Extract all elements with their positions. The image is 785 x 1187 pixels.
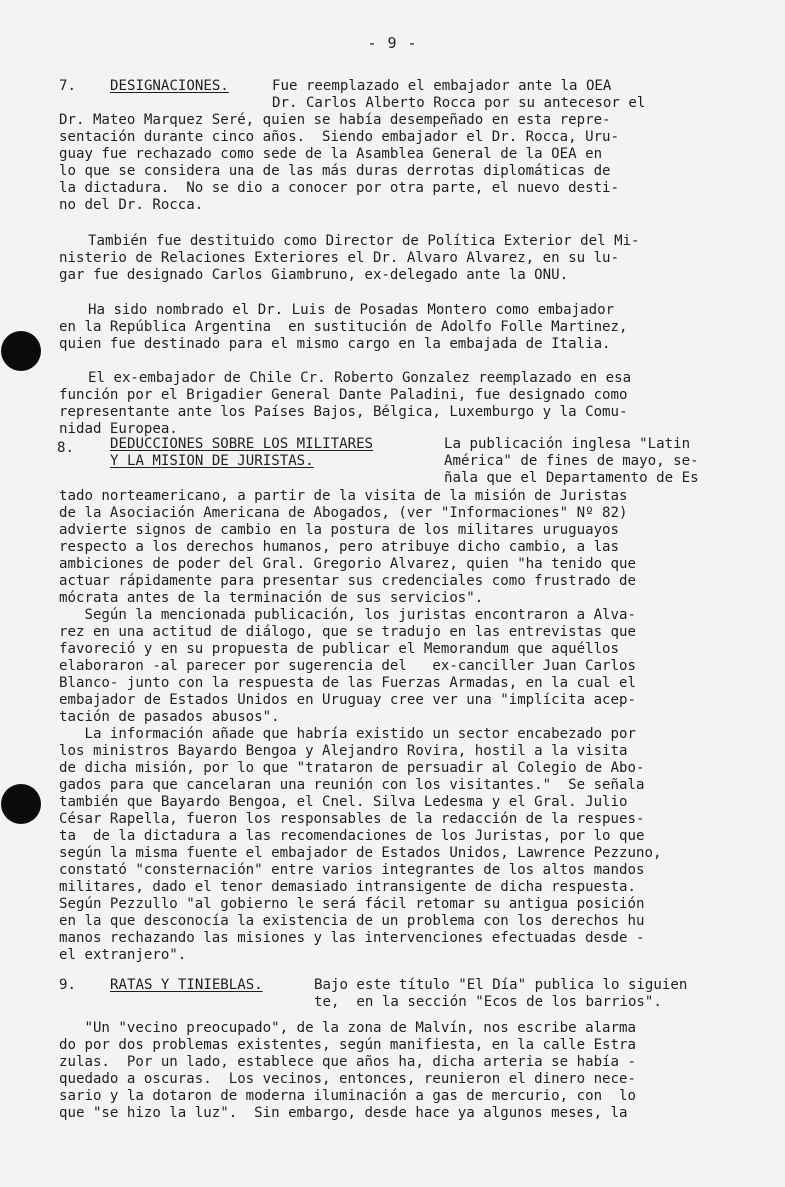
section-8-line: elaboraron -al parecer por sugerencia del ex-canciller Juan Carlos — [59, 658, 636, 674]
section-8-line: La información añade que habría existido un sector encabezado por — [59, 726, 636, 742]
section-8-side-line: América" de fines de mayo, se- — [444, 453, 699, 469]
paragraph-line: quien fue destinado para el mismo cargo en la embajada de Italia. — [59, 336, 611, 352]
paragraph-line: nisterio de Relaciones Exteriores el Dr. Alvaro Alvarez, en su lu- — [59, 250, 620, 266]
punch-hole — [1, 331, 41, 371]
section-7-line: sentación durante cinco años. Siendo embajador el Dr. Rocca, Uru- — [59, 129, 620, 145]
section-8-line: tado norteamericano, a partir de la visita de la misión de Juristas — [59, 488, 628, 504]
section-8-line: advierte signos de cambio en la postura de los militares uruguayos — [59, 522, 620, 538]
section-8-line: César Rapella, fueron los responsables de la redacción de la respues- — [59, 811, 645, 827]
paragraph-line: El ex-embajador de Chile Cr. Roberto Gonzalez reemplazado en esa — [88, 370, 632, 386]
section-8-line: favoreció y en su propuesta de publicar el Memorandum que aquéllos — [59, 641, 620, 657]
section-9-title: RATAS Y TINIEBLAS. — [110, 977, 263, 993]
section-8-line: también que Bayardo Bengoa, el Cnel. Silva Ledesma y el Gral. Julio — [59, 794, 628, 810]
paragraph-line: en la República Argentina en sustitución de Adolfo Folle Martinez, — [59, 319, 628, 335]
section-9-head-line: te, en la sección "Ecos de los barrios". — [314, 994, 662, 1010]
section-8-line: constató "consternación" entre varios integrantes de los altos mandos — [59, 862, 645, 878]
section-7-line: Fue reemplazado el embajador ante la OEA — [272, 78, 612, 94]
section-8-title: Y LA MISION DE JURISTAS. — [110, 453, 314, 469]
section-8-line: actuar rápidamente para presentar sus credenciales como frustrado de — [59, 573, 636, 589]
section-9-line: do por dos problemas existentes, según manifiesta, en la calle Estra — [59, 1037, 636, 1053]
section-8-line: mócrata antes de la terminación de sus servicios". — [59, 590, 484, 606]
section-9-line: sario y la dotaron de moderna iluminación a gas de mercurio, con lo — [59, 1088, 636, 1104]
section-8-line: ambiciones de poder del Gral. Gregorio Alvarez, quien "ha tenido que — [59, 556, 636, 572]
section-7-line: Dr. Carlos Alberto Rocca por su antecesor el — [272, 95, 646, 111]
section-7-title: DESIGNACIONES. — [110, 78, 229, 94]
section-8-line: militares, dado el tenor demasiado intransigente de dicha respuesta. — [59, 879, 636, 895]
section-8-line: en la que desconocía la existencia de un problema con los derechos hu — [59, 913, 645, 929]
section-7-line: la dictadura. No se dio a conocer por otra parte, el nuevo desti- — [59, 180, 620, 196]
section-8-line: Según Pezzullo "al gobierno le será fácil retomar su antigua posición — [59, 896, 645, 912]
section-8-line: el extranjero". — [59, 947, 187, 963]
section-9-line: quedado a oscuras. Los vecinos, entonces, reunieron el dinero nece- — [59, 1071, 636, 1087]
section-8-line: los ministros Bayardo Bengoa y Alejandro Rovira, hostil a la visita — [59, 743, 628, 759]
paragraph-line: Ha sido nombrado el Dr. Luis de Posadas Montero como embajador — [88, 302, 615, 318]
section-7-line: lo que se considera una de las más duras derrotas diplomáticas de — [59, 163, 611, 179]
section-9-line: "Un "vecino preocupado", de la zona de Malvín, nos escribe alarma — [59, 1020, 636, 1036]
page-number: - 9 - — [367, 34, 418, 52]
section-9-line: que "se hizo la luz". Sin embargo, desde hace ya algunos meses, la — [59, 1105, 628, 1121]
paragraph-line: nidad Europea. — [59, 421, 178, 437]
section-8-line: respecto a los derechos humanos, pero atribuye dicho cambio, a las — [59, 539, 620, 555]
section-8-line: tación de pasados abusos". — [59, 709, 280, 725]
section-8-line: según la misma fuente el embajador de Estados Unidos, Lawrence Pezzuno, — [59, 845, 662, 861]
section-8-side-line: ñala que el Departamento de Es — [444, 470, 699, 486]
section-7-line: guay fue rechazado como sede de la Asamblea General de la OEA en — [59, 146, 603, 162]
section-7-line: no del Dr. Rocca. — [59, 197, 204, 213]
section-8-title: DEDUCCIONES SOBRE LOS MILITARES — [110, 436, 374, 452]
section-8-line: ta de la dictadura a las recomendaciones de los Juristas, por lo que — [59, 828, 645, 844]
paragraph-line: representante ante los Países Bajos, Bélgica, Luxemburgo y la Comu- — [59, 404, 628, 420]
section-8-line: rez en una actitud de diálogo, que se tradujo en las entrevistas que — [59, 624, 636, 640]
section-8-line: Según la mencionada publicación, los juristas encontraron a Alva- — [59, 607, 636, 623]
paragraph-line: gar fue designado Carlos Giambruno, ex-delegado ante la ONU. — [59, 267, 569, 283]
section-9-number: 9. — [59, 977, 76, 993]
section-9-line: zulas. Por un lado, establece que años ha, dicha arteria se había - — [59, 1054, 636, 1070]
section-8-side-line: La publicación inglesa "Latin — [444, 436, 691, 452]
section-7-line: Dr. Mateo Marquez Seré, quien se había desempeñado en esta repre- — [59, 112, 611, 128]
punch-hole — [1, 784, 41, 824]
section-8-number: 8. — [57, 440, 74, 456]
paragraph-line: También fue destituido como Director de Política Exterior del Mi- — [88, 233, 640, 249]
section-7-number: 7. — [59, 78, 76, 94]
section-8-line: manos rechazando las misiones y las intervenciones efectuadas desde - — [59, 930, 645, 946]
section-8-line: de la Asociación Americana de Abogados, (ver "Informaciones" Nº 82) — [59, 505, 628, 521]
section-8-line: embajador de Estados Unidos en Uruguay cree ver una "implícita acep- — [59, 692, 636, 708]
section-8-line: gados para que cancelaran una reunión con los visitantes." Se señala — [59, 777, 645, 793]
section-8-line: Blanco- junto con la respuesta de las Fuerzas Armadas, en la cual el — [59, 675, 636, 691]
section-9-head-line: Bajo este título "El Día" publica lo siguien — [314, 977, 688, 993]
section-8-line: de dicha misión, por lo que "trataron de persuadir al Colegio de Abo- — [59, 760, 645, 776]
paragraph-line: función por el Brigadier General Dante Paladini, fue designado como — [59, 387, 628, 403]
